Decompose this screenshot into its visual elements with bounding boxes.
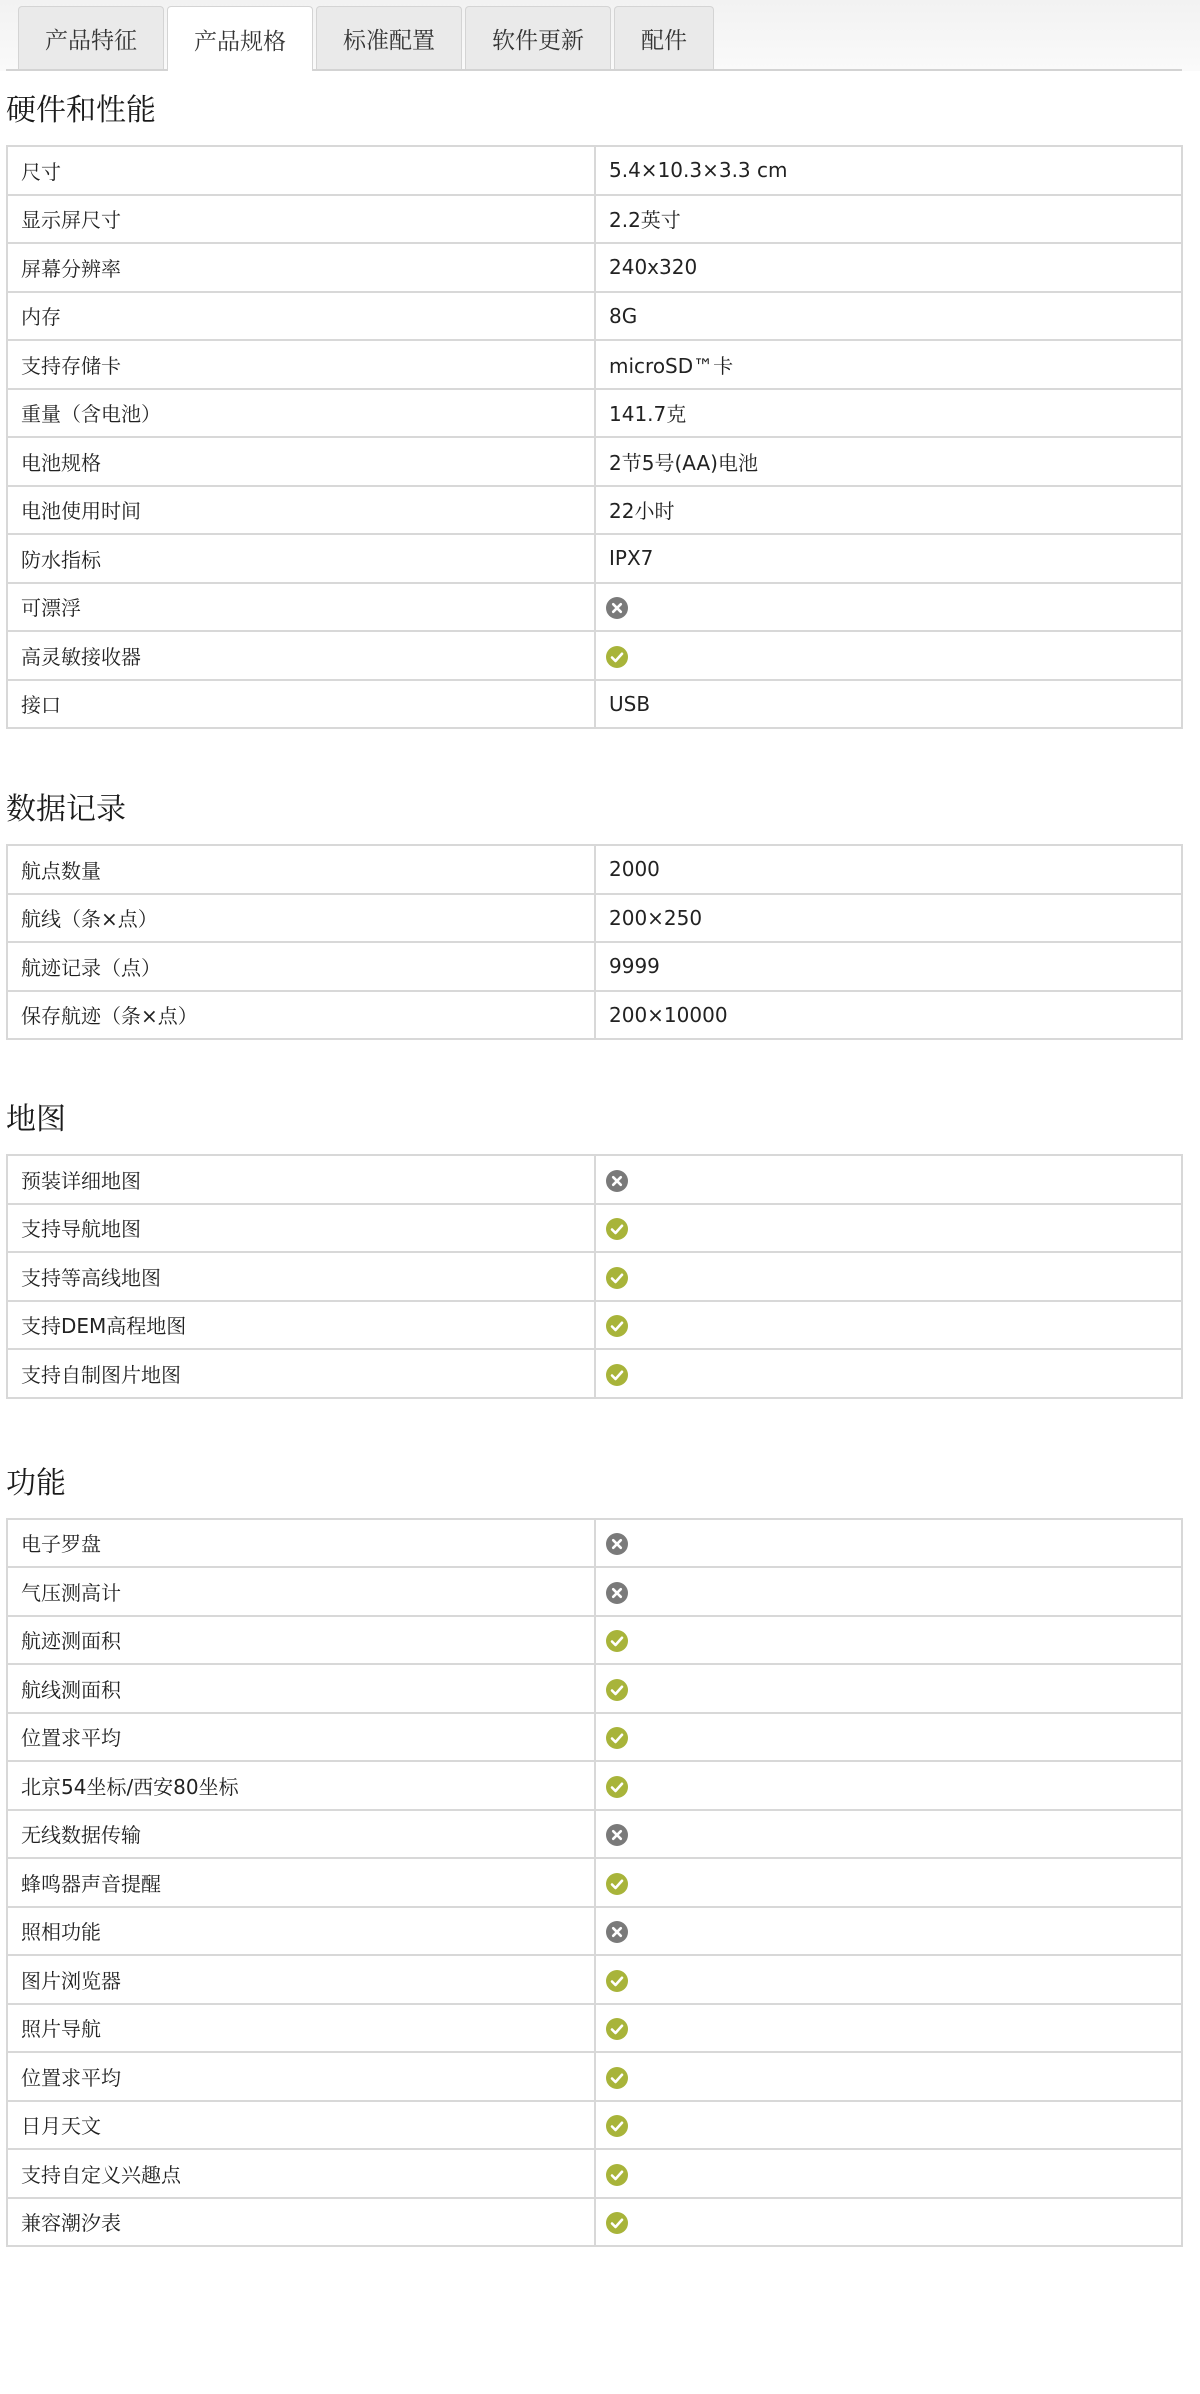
tab-software-update[interactable]: 软件更新 <box>465 6 611 69</box>
check-circle-icon <box>606 1630 628 1652</box>
spec-label: 支持等高线地图 <box>7 1252 595 1301</box>
check-circle-icon <box>606 1218 628 1240</box>
spec-label: 防水指标 <box>7 534 595 583</box>
section-hardware <box>6 71 1183 729</box>
table-row <box>7 195 1182 244</box>
spec-label: 气压测高计 <box>7 1567 595 1616</box>
table-row <box>7 1616 1182 1665</box>
table-row <box>7 2101 1182 2150</box>
spec-label: 尺寸 <box>7 146 595 195</box>
table-row <box>7 534 1182 583</box>
tab-accessories[interactable]: 配件 <box>614 6 714 69</box>
spec-label: 支持导航地图 <box>7 1204 595 1253</box>
tab-features[interactable]: 产品特征 <box>18 6 164 69</box>
table-row <box>7 583 1182 632</box>
spec-label: 接口 <box>7 680 595 729</box>
spec-label: 重量（含电池） <box>7 389 595 438</box>
spec-value-icon-cell <box>595 1567 1182 1616</box>
spec-value: USB <box>595 680 1182 729</box>
spec-label: 位置求平均 <box>7 1713 595 1762</box>
table-row <box>7 894 1182 943</box>
section-functions <box>6 1444 1183 2248</box>
check-circle-icon <box>606 1727 628 1749</box>
spec-value-icon-cell <box>595 583 1182 632</box>
spec-value-icon-cell <box>595 1349 1182 1398</box>
spec-value-icon-cell <box>595 1713 1182 1762</box>
check-circle-icon <box>606 1970 628 1992</box>
spec-value: 8G <box>595 292 1182 341</box>
table-row <box>7 1713 1182 1762</box>
spec-value-icon-cell <box>595 1252 1182 1301</box>
table-row <box>7 389 1182 438</box>
cross-circle-icon <box>606 1533 628 1555</box>
spec-label: 航点数量 <box>7 845 595 894</box>
table-row <box>7 1155 1182 1204</box>
table-row <box>7 680 1182 729</box>
spec-label: 无线数据传输 <box>7 1810 595 1859</box>
spec-label: 照相功能 <box>7 1907 595 1956</box>
table-row <box>7 1252 1182 1301</box>
spec-label: 支持DEM高程地图 <box>7 1301 595 1350</box>
spec-table <box>6 1518 1183 2248</box>
spec-value-icon-cell <box>595 1204 1182 1253</box>
spec-value-icon-cell <box>595 1519 1182 1568</box>
check-circle-icon <box>606 2115 628 2137</box>
spec-label: 图片浏览器 <box>7 1955 595 2004</box>
spec-label: 航迹测面积 <box>7 1616 595 1665</box>
check-circle-icon <box>606 1679 628 1701</box>
spec-label: 保存航迹（条×点） <box>7 991 595 1040</box>
section-title: 功能 <box>6 1465 66 1501</box>
table-row <box>7 340 1182 389</box>
spec-value: 2.2英寸 <box>595 195 1182 244</box>
spec-label: 支持存储卡 <box>7 340 595 389</box>
spec-label: 支持自定义兴趣点 <box>7 2149 595 2198</box>
check-circle-icon <box>606 2212 628 2234</box>
table-row <box>7 1519 1182 1568</box>
spec-value-icon-cell <box>595 2004 1182 2053</box>
table-row <box>7 146 1182 195</box>
spec-label: 位置求平均 <box>7 2052 595 2101</box>
section-spacer <box>0 1399 1200 1444</box>
spec-value-icon-cell <box>595 1810 1182 1859</box>
table-row <box>7 1810 1182 1859</box>
spec-label: 航迹记录（点） <box>7 942 595 991</box>
check-circle-icon <box>606 2067 628 2089</box>
spec-value: 5.4×10.3×3.3 cm <box>595 146 1182 195</box>
spec-label: 屏幕分辨率 <box>7 243 595 292</box>
spec-label: 北京54坐标/西安80坐标 <box>7 1761 595 1810</box>
spec-label: 可漂浮 <box>7 583 595 632</box>
check-circle-icon <box>606 1267 628 1289</box>
spec-value-icon-cell <box>595 1907 1182 1956</box>
spec-label: 电池使用时间 <box>7 486 595 535</box>
table-row <box>7 1204 1182 1253</box>
spec-label: 显示屏尺寸 <box>7 195 595 244</box>
spec-label: 航线测面积 <box>7 1664 595 1713</box>
table-row <box>7 991 1182 1040</box>
spec-value-icon-cell <box>595 1616 1182 1665</box>
check-circle-icon <box>606 1776 628 1798</box>
table-row <box>7 1567 1182 1616</box>
section-data-logging <box>6 770 1183 1040</box>
spec-label: 高灵敏接收器 <box>7 631 595 680</box>
section-title: 数据记录 <box>6 792 126 827</box>
table-row <box>7 1761 1182 1810</box>
cross-circle-icon <box>606 1582 628 1604</box>
cross-circle-icon <box>606 1824 628 1846</box>
spec-sections <box>0 71 1200 2247</box>
spec-value: 22小时 <box>595 486 1182 535</box>
spec-value-icon-cell <box>595 1155 1182 1204</box>
spec-value: microSD™卡 <box>595 340 1182 389</box>
check-circle-icon <box>606 2164 628 2186</box>
spec-value: 200×250 <box>595 894 1182 943</box>
table-row <box>7 437 1182 486</box>
spec-value-icon-cell <box>595 631 1182 680</box>
check-circle-icon <box>606 1315 628 1337</box>
spec-label: 航线（条×点） <box>7 894 595 943</box>
cross-circle-icon <box>606 597 628 619</box>
cross-circle-icon <box>606 1170 628 1192</box>
table-row <box>7 2052 1182 2101</box>
spec-value-icon-cell <box>595 1761 1182 1810</box>
spec-value-icon-cell <box>595 1664 1182 1713</box>
table-row <box>7 1664 1182 1713</box>
table-row <box>7 1301 1182 1350</box>
table-row <box>7 1349 1182 1398</box>
spec-value-icon-cell <box>595 2101 1182 2150</box>
spec-value: 2节5号(AA)电池 <box>595 437 1182 486</box>
check-circle-icon <box>606 1364 628 1386</box>
table-row <box>7 1907 1182 1956</box>
check-circle-icon <box>606 1873 628 1895</box>
spec-label: 支持自制图片地图 <box>7 1349 595 1398</box>
table-row <box>7 2198 1182 2247</box>
spec-label: 蜂鸣器声音提醒 <box>7 1858 595 1907</box>
spec-label: 日月天文 <box>7 2101 595 2150</box>
spec-value: 200×10000 <box>595 991 1182 1040</box>
table-row <box>7 845 1182 894</box>
spec-value-icon-cell <box>595 1858 1182 1907</box>
spec-value-icon-cell <box>595 2052 1182 2101</box>
section-title: 硬件和性能 <box>6 93 156 128</box>
table-row <box>7 1955 1182 2004</box>
tab-list <box>18 6 714 71</box>
section-spacer <box>0 729 1200 770</box>
spec-value: 2000 <box>595 845 1182 894</box>
spec-value: 240x320 <box>595 243 1182 292</box>
spec-table <box>6 145 1183 729</box>
spec-value-icon-cell <box>595 2198 1182 2247</box>
table-row <box>7 2149 1182 2198</box>
tab-bar <box>0 0 1200 71</box>
section-maps <box>6 1080 1183 1399</box>
table-row <box>7 2004 1182 2053</box>
spec-value: IPX7 <box>595 534 1182 583</box>
tab-standard-config[interactable]: 标准配置 <box>316 6 462 69</box>
table-row <box>7 486 1182 535</box>
spec-label: 内存 <box>7 292 595 341</box>
spec-value: 141.7克 <box>595 389 1182 438</box>
check-circle-icon <box>606 646 628 668</box>
cross-circle-icon <box>606 1921 628 1943</box>
table-row <box>7 631 1182 680</box>
spec-table <box>6 844 1183 1040</box>
spec-value: 9999 <box>595 942 1182 991</box>
check-circle-icon <box>606 2018 628 2040</box>
tab-specifications[interactable]: 产品规格 <box>167 6 313 71</box>
section-spacer <box>0 1040 1200 1080</box>
spec-value-icon-cell <box>595 2149 1182 2198</box>
table-row <box>7 942 1182 991</box>
table-row <box>7 292 1182 341</box>
spec-value-icon-cell <box>595 1301 1182 1350</box>
spec-table <box>6 1154 1183 1399</box>
section-title: 地图 <box>6 1102 66 1137</box>
table-row <box>7 243 1182 292</box>
spec-label: 预装详细地图 <box>7 1155 595 1204</box>
spec-label: 照片导航 <box>7 2004 595 2053</box>
spec-label: 电子罗盘 <box>7 1519 595 1568</box>
spec-label: 电池规格 <box>7 437 595 486</box>
table-row <box>7 1858 1182 1907</box>
spec-label: 兼容潮汐表 <box>7 2198 595 2247</box>
spec-value-icon-cell <box>595 1955 1182 2004</box>
